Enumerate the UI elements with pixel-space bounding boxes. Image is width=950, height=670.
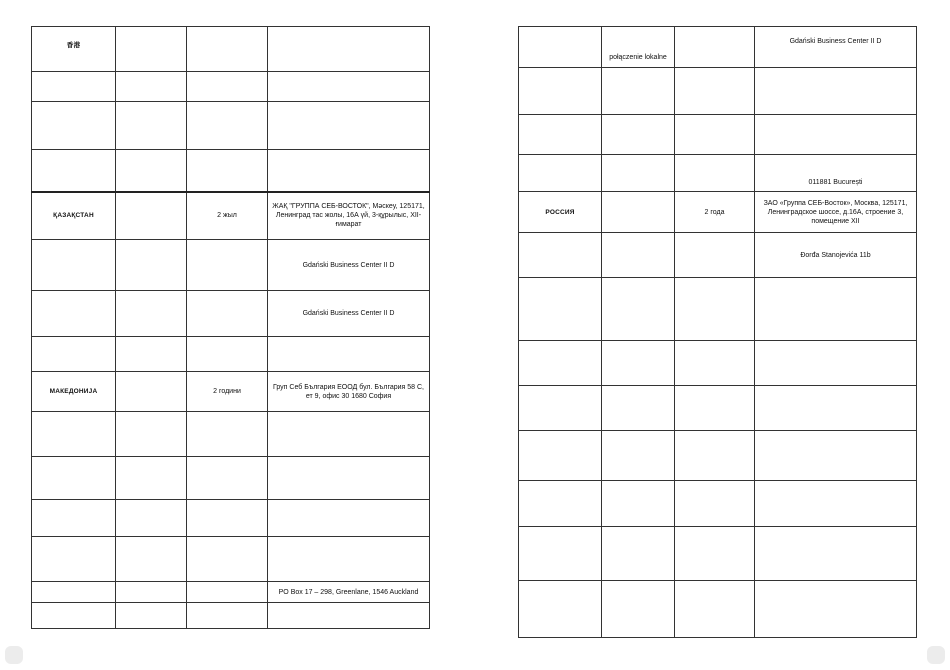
table-cell (755, 481, 917, 527)
table-cell (116, 240, 187, 291)
table-cell (116, 72, 187, 102)
table-cell (187, 412, 268, 457)
table-cell (602, 155, 675, 192)
table-row (32, 582, 430, 603)
table-cell (268, 500, 430, 537)
table-row (32, 500, 430, 537)
table-row (32, 150, 430, 192)
table-cell (755, 386, 917, 431)
table-cell (268, 412, 430, 457)
table-cell (519, 431, 602, 481)
table-cell (602, 341, 675, 386)
page-corner-mark (5, 646, 23, 664)
country-cell: РОССИЯ (519, 192, 602, 233)
table-cell (268, 337, 430, 372)
address-cell: Gdański Business Center II D (268, 291, 430, 337)
table-cell (519, 27, 602, 68)
table-cell (116, 457, 187, 500)
table-cell (32, 291, 116, 337)
table-cell (32, 603, 116, 629)
table-cell (116, 27, 187, 72)
table-cell (602, 527, 675, 581)
table-cell (32, 102, 116, 150)
table-cell (602, 68, 675, 115)
table-cell (268, 457, 430, 500)
table-cell (675, 386, 755, 431)
table-row (32, 192, 430, 240)
table-cell (187, 337, 268, 372)
table-cell (116, 192, 187, 240)
table-cell (116, 102, 187, 150)
table-row (519, 341, 917, 386)
warranty-period-cell: 2 года (675, 192, 755, 233)
table-row (32, 72, 430, 102)
table-row (519, 115, 917, 155)
table-cell (116, 337, 187, 372)
warranty-period-cell: 2 жыл (187, 192, 268, 240)
table-row (32, 412, 430, 457)
warranty-table-right (518, 26, 917, 638)
table-cell (32, 537, 116, 582)
table-cell (519, 115, 602, 155)
table-cell (755, 278, 917, 341)
table-cell (602, 481, 675, 527)
table-cell (187, 500, 268, 537)
table-cell (187, 150, 268, 192)
page-corner-mark (927, 646, 945, 664)
table-cell (187, 457, 268, 500)
table-cell (116, 500, 187, 537)
table-cell (32, 412, 116, 457)
table-cell (675, 155, 755, 192)
table-cell: połączenie lokalne (602, 27, 675, 68)
table-row (519, 68, 917, 115)
table-cell (116, 372, 187, 412)
country-cell: ҚАЗАҚСТАН (32, 192, 116, 240)
table-cell (116, 150, 187, 192)
table-cell (268, 603, 430, 629)
table-row (32, 27, 430, 72)
table-row (32, 457, 430, 500)
table-cell (602, 192, 675, 233)
table-cell (32, 150, 116, 192)
table-cell (116, 537, 187, 582)
warranty-period-cell: 2 години (187, 372, 268, 412)
table-cell (187, 582, 268, 603)
table-cell (187, 537, 268, 582)
table-cell (268, 537, 430, 582)
table-cell (187, 291, 268, 337)
table-cell (268, 150, 430, 192)
table-cell (602, 431, 675, 481)
table-cell (675, 68, 755, 115)
table-cell (116, 582, 187, 603)
table-cell (32, 500, 116, 537)
warranty-table-left (31, 26, 430, 629)
table-row (32, 240, 430, 291)
table-cell (519, 233, 602, 278)
table-row (519, 431, 917, 481)
country-cell: 香港 (32, 27, 116, 72)
table-cell (519, 341, 602, 386)
table-row (519, 278, 917, 341)
address-cell: Gdański Business Center II D (268, 240, 430, 291)
table-cell (519, 155, 602, 192)
country-cell: МАКЕДОНИЈА (32, 372, 116, 412)
table-row (32, 537, 430, 582)
table-row (519, 581, 917, 638)
table-cell (755, 581, 917, 638)
table-cell (32, 240, 116, 291)
table-cell (519, 481, 602, 527)
address-cell: ЗАО «Группа СЕБ-Восток», Москва, 125171, Ленинградское шоссе, д.16А, строение 3, помещение XII (755, 192, 917, 233)
table-cell (755, 341, 917, 386)
table-cell (519, 386, 602, 431)
table-cell (187, 27, 268, 72)
table-row (519, 155, 917, 192)
table-cell (675, 527, 755, 581)
table-cell (268, 27, 430, 72)
table-cell (519, 68, 602, 115)
table-row (519, 192, 917, 233)
table-cell (187, 240, 268, 291)
table-cell (32, 72, 116, 102)
table-cell (602, 581, 675, 638)
table-row (519, 386, 917, 431)
table-cell (675, 233, 755, 278)
table-cell (602, 115, 675, 155)
table-cell (675, 27, 755, 68)
address-cell: Груп Себ България ЕООД бул. България 58 С, ет 9, офис 30 1680 София (268, 372, 430, 412)
table-cell (755, 431, 917, 481)
table-cell (116, 412, 187, 457)
table-row (519, 27, 917, 68)
table-cell (187, 102, 268, 150)
table-cell (268, 102, 430, 150)
table-cell (602, 233, 675, 278)
table-row (32, 372, 430, 412)
table-cell (32, 337, 116, 372)
left-page (31, 26, 430, 629)
table-row (32, 603, 430, 629)
table-row (32, 337, 430, 372)
table-cell (602, 386, 675, 431)
table-cell (187, 603, 268, 629)
address-cell: ЖАҚ "ГРУППА СЕБ-ВОСТОК", Мәскеу, 125171, Ленинград тас жолы, 16А үй, 3-құрылыс, XII-ғимарат (268, 192, 430, 240)
table-cell (675, 341, 755, 386)
right-page (518, 26, 917, 638)
table-cell (32, 582, 116, 603)
table-cell (519, 581, 602, 638)
table-row (519, 527, 917, 581)
table-cell (116, 291, 187, 337)
address-cell: Gdański Business Center II D (755, 27, 917, 68)
table-cell (755, 527, 917, 581)
table-cell (519, 278, 602, 341)
address-cell: PO Box 17 – 298, Greenlane, 1546 Auckland (268, 582, 430, 603)
table-row (32, 102, 430, 150)
table-cell (675, 581, 755, 638)
table-cell (268, 72, 430, 102)
table-cell (32, 457, 116, 500)
table-cell (519, 527, 602, 581)
table-row (32, 291, 430, 337)
table-cell (675, 481, 755, 527)
address-cell: 011881 București (755, 155, 917, 192)
address-cell: Đorđa Stanojevića 11b (755, 233, 917, 278)
table-cell (187, 72, 268, 102)
table-cell (755, 68, 917, 115)
table-row (519, 233, 917, 278)
table-cell (675, 115, 755, 155)
table-cell (675, 278, 755, 341)
table-cell (755, 115, 917, 155)
table-cell (675, 431, 755, 481)
table-cell (602, 278, 675, 341)
table-row (519, 481, 917, 527)
table-cell (116, 603, 187, 629)
